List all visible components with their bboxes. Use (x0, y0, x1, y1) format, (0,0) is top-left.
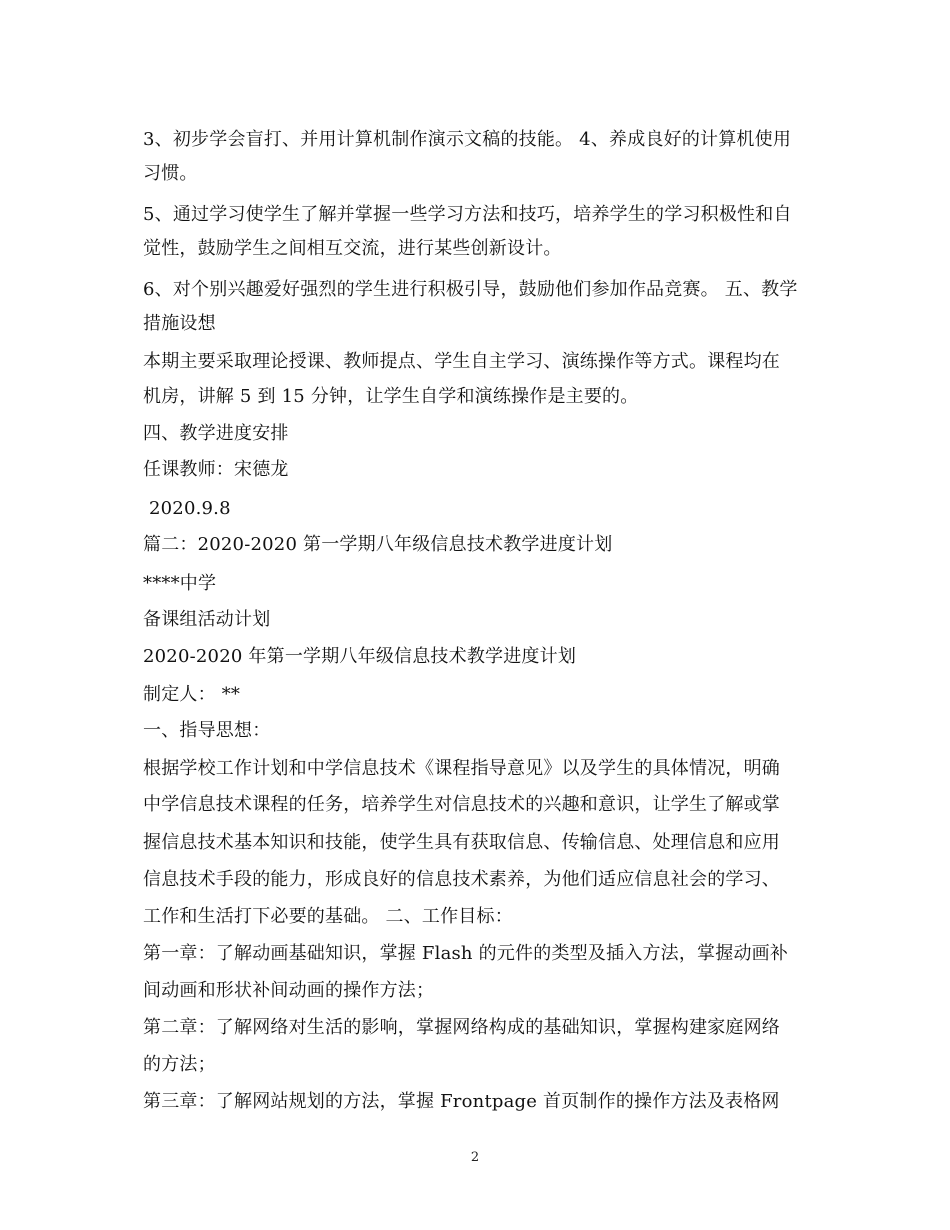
text-line: 机房，讲解 5 到 15 分钟，让学生自学和演练操作是主要的。 (143, 386, 639, 407)
date-line: 2020.9.8 (149, 498, 231, 519)
teacher-line: 任课教师：宋德龙 (143, 459, 289, 480)
text-line: 5、通过学习使学生了解并掌握一些学习方法和技巧，培养学生的学习积极性和自 (143, 204, 792, 225)
text-line: 本期主要采取理论授课、教师提点、学生自主学习、演练操作等方式。课程均在 (143, 351, 780, 372)
text-line: 根据学校工作计划和中学信息技术《课程指导意见》以及学生的具体情况，明确 (143, 758, 780, 779)
school-name: ****中学 (143, 573, 217, 594)
section-heading: 一、指导思想： (143, 720, 271, 741)
text-line: 觉性，鼓励学生之间相互交流，进行某些创新设计。 (143, 238, 562, 259)
plan-title: 备课组活动计划 (143, 609, 271, 630)
text-line: 第三章：了解网站规划的方法，掌握 Frontpage 首页制作的操作方法及表格网 (143, 1091, 780, 1112)
text-line: 间动画和形状补间动画的操作方法； (143, 980, 435, 1001)
author-line: 制定人： ** (143, 684, 241, 705)
text-line: 6、对个别兴趣爱好强烈的学生进行积极引导，鼓励他们参加作品竞赛。 五、教学 (143, 279, 798, 300)
text-line: 工作和生活打下必要的基础。 二、工作目标： (143, 906, 513, 927)
text-line: 握信息技术基本知识和技能，使学生具有获取信息、传输信息、处理信息和应用 (143, 832, 780, 853)
article-title: 篇二：2020-2020 第一学期八年级信息技术教学进度计划 (143, 534, 613, 555)
page-number: 2 (470, 1150, 480, 1165)
text-line: 信息技术手段的能力，形成良好的信息技术素养，为他们适应信息社会的学习、 (143, 869, 780, 890)
plan-subtitle: 2020-2020 年第一学期八年级信息技术教学进度计划 (143, 646, 577, 667)
text-line: 中学信息技术课程的任务，培养学生对信息技术的兴趣和意识，让学生了解或掌 (143, 794, 780, 815)
text-line: 第二章：了解网络对生活的影响，掌握网络构成的基础知识，掌握构建家庭网络 (143, 1017, 780, 1038)
text-line: 3、初步学会盲打、并用计算机制作演示文稿的技能。 4、养成良好的计算机使用 (143, 129, 792, 150)
text-line: 措施设想 (143, 313, 216, 334)
text-line: 第一章：了解动画基础知识，掌握 Flash 的元件的类型及插入方法，掌握动画补 (143, 943, 789, 964)
text-line: 习惯。 (143, 163, 198, 184)
text-line: 的方法； (143, 1054, 216, 1075)
section-heading: 四、教学进度安排 (143, 423, 289, 444)
